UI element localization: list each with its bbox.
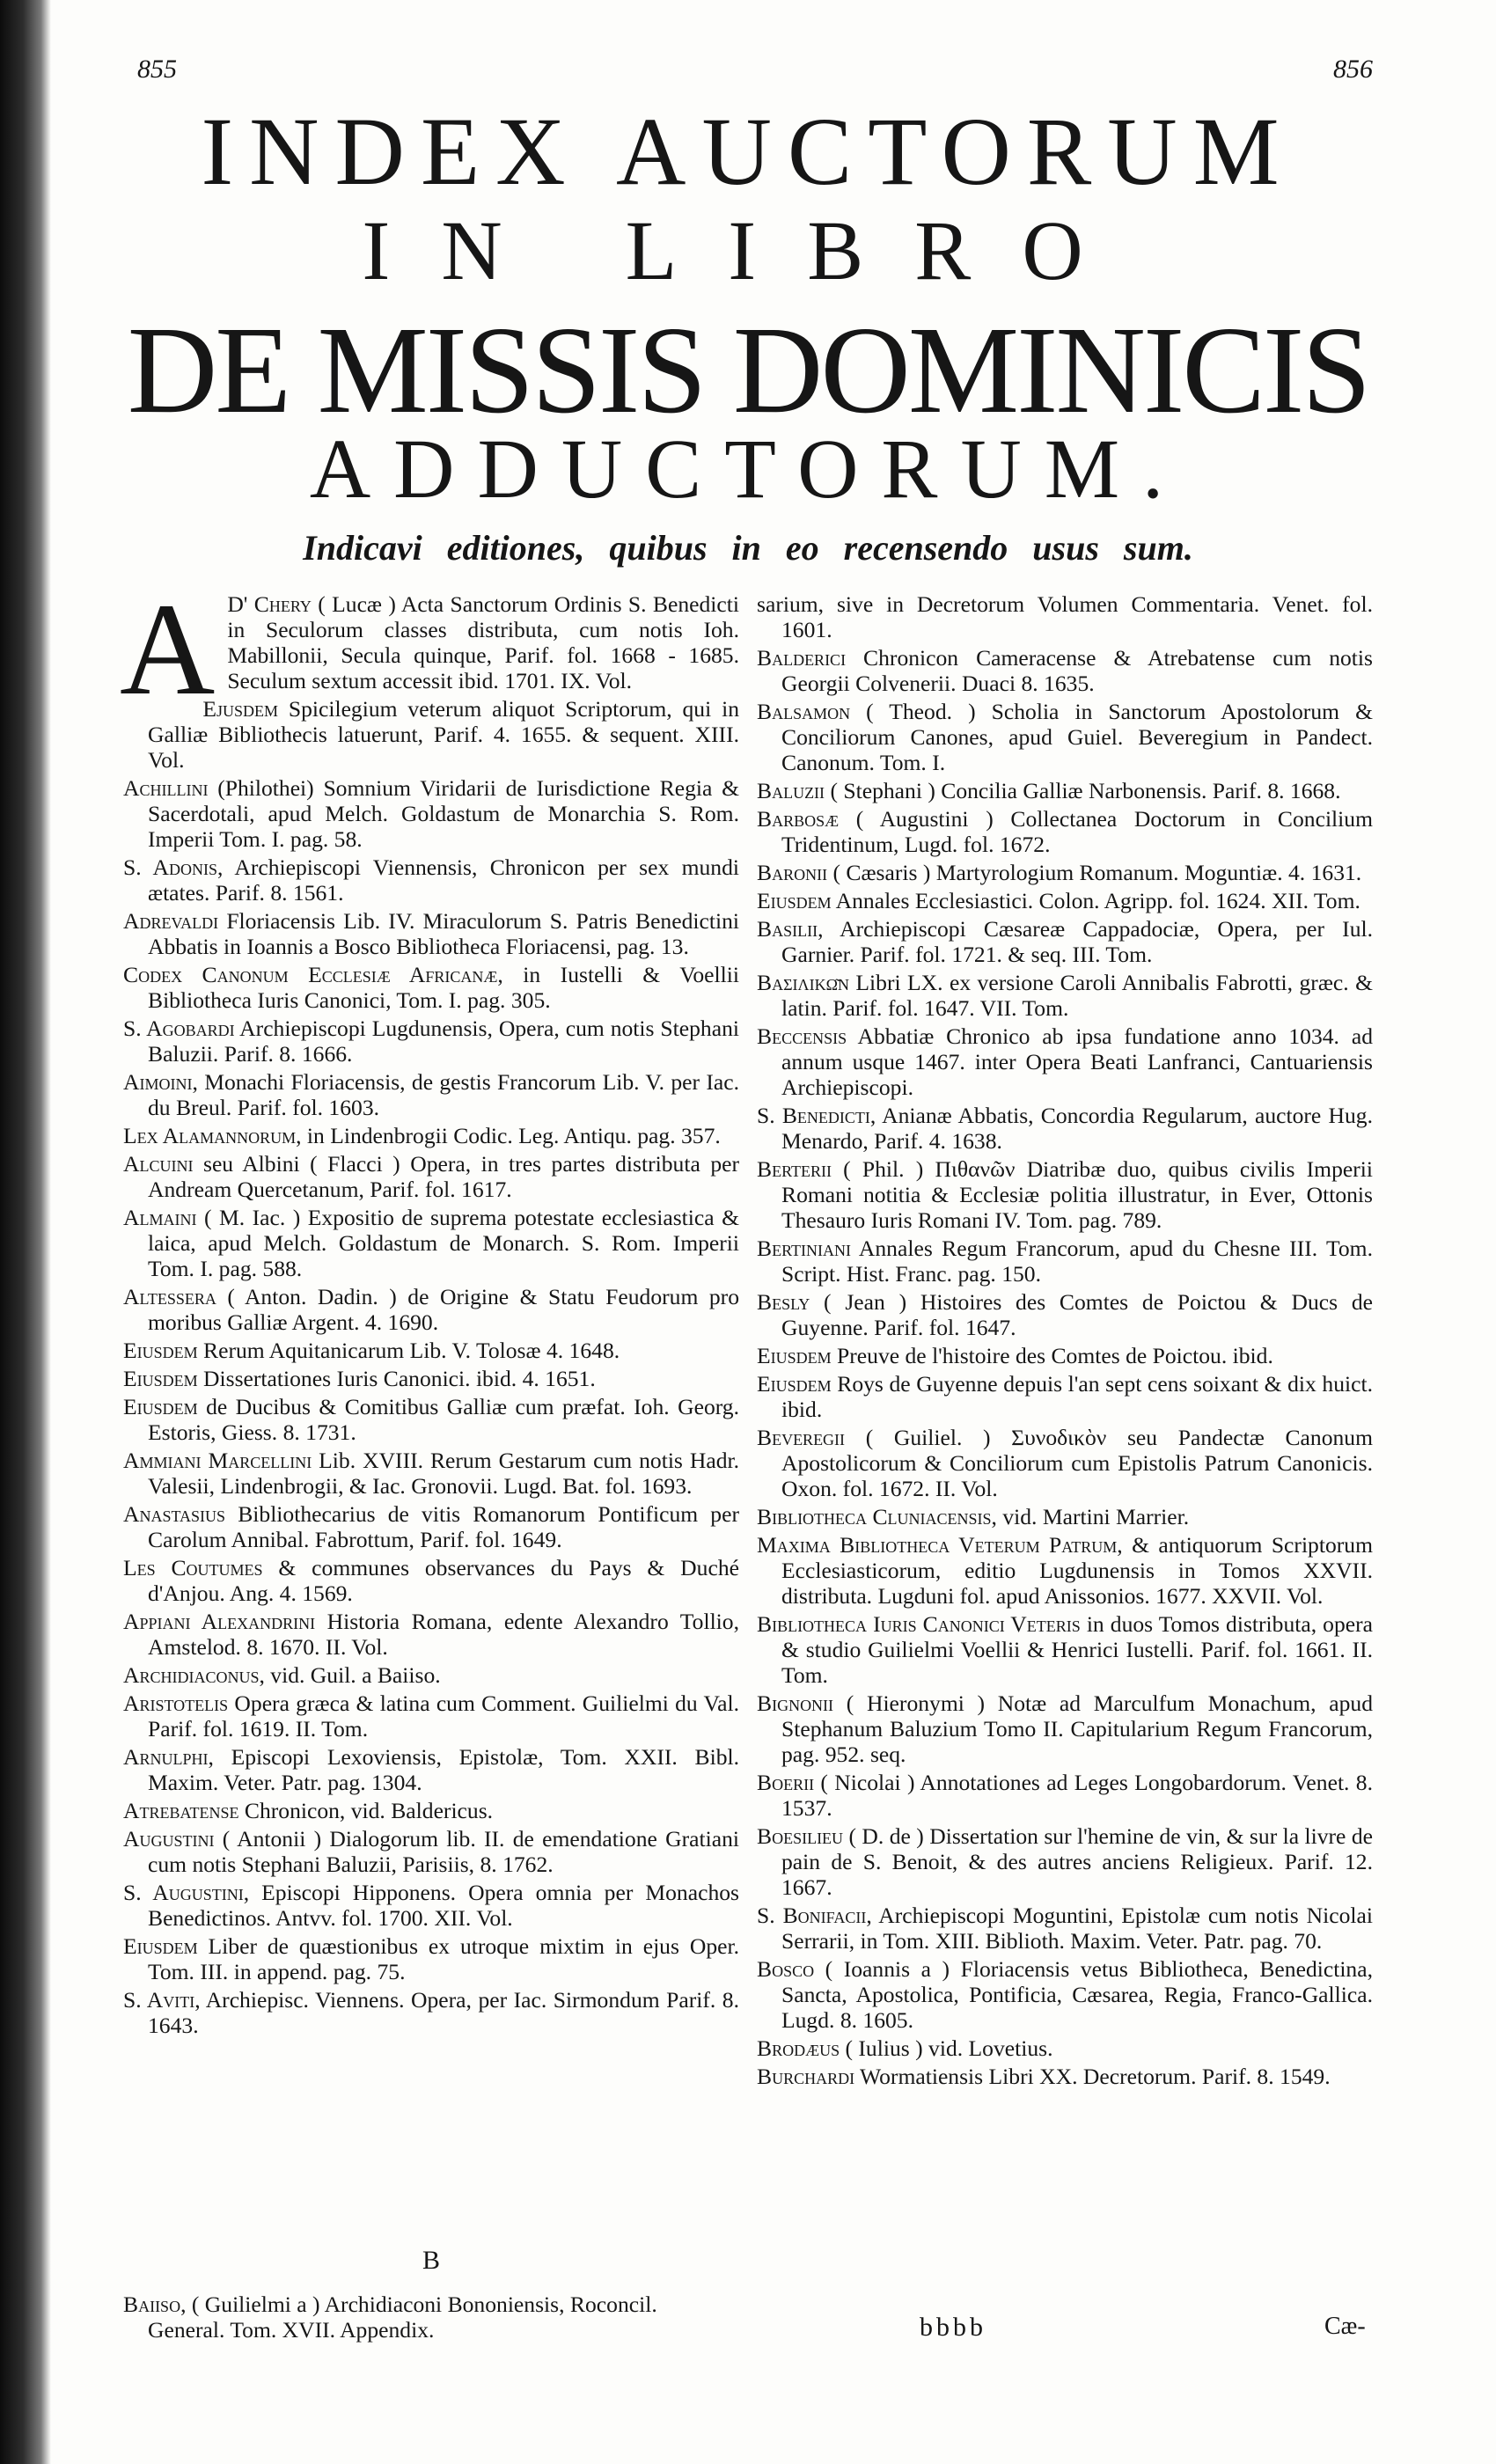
entry-head: Bosco [757, 1956, 815, 1982]
entry-head: Eiusdem [757, 1343, 832, 1368]
index-entry [123, 1069, 739, 1120]
entry-text: Liber de quæstionibus ex utroque mixtim in ejus Oper. Tom. III. in append. pag. 75. [148, 1933, 739, 1984]
page-number-left: 855 [137, 55, 177, 84]
entry-text: sarium, sive in Decretorum Volumen Commentaria. Venet. fol. 1601. [757, 591, 1373, 642]
entry-head: S. Benedicti [757, 1103, 870, 1128]
entry-text: Floriacensis Lib. IV. Miraculorum S. Patris Benedictini Abbatis in Ioannis a Bosco Bibliotheca Floriacensi, pag. 13. [148, 908, 739, 959]
entry-text: Rerum Aquitanicarum Lib. V. Tolosæ 4. 1648. [197, 1338, 620, 1363]
index-entry [123, 775, 739, 852]
entry-head: Βασιλικῶν [757, 970, 849, 995]
entry-text: Lib. XVIII. Rerum Gestarum cum notis Hadr. Valesii, Lindenbrogii, & Iac. Gronovii. Lugd. Bat. fol. 1693. [148, 1448, 740, 1499]
entry-head: Balderici [757, 645, 847, 671]
index-entry [123, 1205, 739, 1281]
index-entry [123, 1987, 739, 2038]
entry-text: , Episcopi Hipponens. Opera omnia per Monachos Benedictinos. Antvv. fol. 1700. XII. Vol. [148, 1880, 739, 1931]
entry-head: S. Bonifacii [757, 1903, 867, 1928]
entry-text: Historia Romana, edente Alexandro Tollio, Amstelod. 8. 1670. II. Vol. [148, 1609, 739, 1660]
index-entry [757, 1770, 1373, 1821]
entry-head: Burchardi [757, 2064, 855, 2089]
index-entry-bottom [123, 2292, 739, 2343]
entry-text: , ( Guilielmi a ) Archidiaconi Bononiensis, Roconcil. General. Tom. XVII. Appendix. [148, 2292, 657, 2343]
entry-head: Maxima Bibliotheca Veterum Patrum [757, 1532, 1118, 1558]
entry-head: S. Aviti [123, 1987, 195, 2013]
entry-head: Beccensis [757, 1023, 847, 1049]
entry-text: Bibliothecarius de vitis Romanorum Pontificum per Carolum Annibal. Fabrottum, Parif. fol. 1649. [148, 1501, 739, 1552]
index-entry [757, 1425, 1373, 1501]
entry-text: Spicilegium veterum aliquot Scriptorum, qui in Galliæ Bibliothecis latuerunt, Parif. 4. 1655. & sequent. XIII. Vol. [148, 696, 739, 773]
index-column-left [120, 576, 740, 2041]
index-entry [757, 970, 1373, 1021]
entry-text: ( Augustini ) Collectanea Doctorum in Concilium Tridentinum, Lugd. fol. 1672. [781, 806, 1373, 857]
entry-text: Annales Ecclesiastici. Colon. Agripp. fol. 1624. XII. Tom. [831, 888, 1360, 913]
index-entry [757, 1023, 1373, 1100]
entry-text: Roys de Guyenne depuis l'an sept cens soixant & dix huict. ibid. [781, 1371, 1373, 1422]
entry-head: Atrebatense [123, 1798, 239, 1823]
entry-head: Archidiaconus [123, 1662, 260, 1688]
entry-text: ( D. de ) Dissertation sur l'hemine de vin, & sur la livre de pain de S. Benoit, & des autres anciens Religieux. Parif. 12. 1667. [781, 1823, 1373, 1900]
index-entry [757, 1956, 1373, 2033]
index-entry [123, 1151, 739, 1202]
entry-text: Annales Regum Francorum, apud du Chesne III. Tom. Script. Hist. Franc. pag. 150. [781, 1236, 1373, 1287]
entry-text: ( Guiliel. ) Συνοδικὸν seu Pandectæ Canonum Apostolicorum & Conciliorum cum Epistolis Patrum Canonicis. Oxon. fol. 1672. II. Vol. [781, 1425, 1373, 1501]
page-number-right: 856 [1333, 55, 1373, 84]
signature-mark: bbbb [920, 2313, 986, 2342]
index-entry [123, 1555, 739, 1606]
entry-text: Libri LX. ex versione Caroli Annibalis Fabrotti, græc. & latin. Parif. fol. 1647. VII. Tom. [781, 970, 1373, 1021]
index-entry [757, 1371, 1373, 1422]
entry-head: Les Coutumes [123, 1555, 263, 1580]
entry-text: , Anianæ Abbatis, Concordia Regularum, auctore Hug. Menardo, Parif. 4. 1638. [781, 1103, 1373, 1154]
entry-text: ( Hieronymi ) Notæ ad Marculfum Monachum, apud Stephanum Baluzium Tomo II. Capitularium Regum Francorum, pag. 952. seq. [781, 1690, 1373, 1767]
index-entry [123, 908, 739, 959]
entry-head: S. Adonis [123, 854, 218, 880]
index-entry [757, 1823, 1373, 1900]
entry-head: Aimoini [123, 1069, 193, 1095]
index-entry [123, 962, 739, 1013]
index-entry [123, 1338, 739, 1363]
index-entry [757, 888, 1373, 913]
title-line-2: IN LIBRO [362, 203, 1134, 297]
entry-text: ( M. Iac. ) Expositio de suprema potestate ecclesiastica & laica, apud Melch. Goldastum de Monarch. S. Rom. Imperii Tom. I. pag. 588. [148, 1205, 739, 1281]
index-entry [757, 1343, 1373, 1368]
entry-text: seu Albini ( Flacci ) Opera, in tres partes distributa per Andream Quercetanum, Parif. fol. 1617. [148, 1151, 739, 1202]
entry-text: de Ducibus & Comitibus Galliæ cum præfat. Ioh. Georg. Estoris, Giess. 8. 1731. [148, 1394, 739, 1445]
entry-head: Eiusdem [123, 1933, 198, 1959]
index-entry [757, 1903, 1373, 1954]
entry-text: (Philothei) Somnium Viridarii de Iurisdictione Regia & Sacerdotali, apud Melch. Goldastum de Monarchia S. Rom. Imperii Tom. I. pag. 58. [148, 775, 739, 852]
entry-head: Balsamon [757, 699, 851, 724]
entry-head: Ammiani Marcellini [123, 1448, 312, 1473]
entry-head: Brodæus [757, 2035, 840, 2061]
catchword: Cæ- [1324, 2313, 1366, 2340]
index-entry [123, 1826, 739, 1877]
entry-text: , Archiepisc. Viennens. Opera, per Iac. Sirmondum Parif. 8. 1643. [148, 1987, 740, 2038]
entry-text: ( Lucæ ) Acta Sanctorum Ordinis S. Benedicti in Seculorum classes distributa, cum notis Ioh. Mabillonii, Secula quinque, Parif. fol. 1668 - 1685. Seculum sextum accessit ibid. 1701. IX. Vol. [227, 591, 739, 693]
subtitle: Indicavi editiones, quibus in eo recensendo usus sum. [303, 528, 1193, 568]
entry-text: Archiepiscopi Lugdunensis, Opera, cum notis Stephani Baluzii. Parif. 8. 1666. [148, 1016, 739, 1067]
index-entry [123, 1394, 739, 1445]
entry-text: ( Cæsaris ) Martyrologium Romanum. Moguntiæ. 4. 1631. [827, 860, 1362, 885]
entry-text: Opera græca & latina cum Comment. Guilielmi du Val. Parif. fol. 1619. II. Tom. [148, 1690, 739, 1742]
index-entry [757, 916, 1373, 967]
index-entry [757, 2035, 1373, 2061]
entry-head: Lex Alamannorum [123, 1123, 297, 1148]
entry-head: Adrevaldi [123, 908, 219, 934]
entry-head: Eiusdem [757, 1371, 832, 1397]
index-entry [123, 1609, 739, 1660]
title-line-4: ADDUCTORUM. [309, 422, 1187, 516]
entry-head: Berterii [757, 1156, 832, 1182]
entry-text: , vid. Guil. a Baiiso. [259, 1662, 441, 1688]
entry-text: , Archiepiscopi Moguntini, Epistolæ cum notis Nicolai Serrarii, in Tom. XIII. Biblioth. Maxim. Veter. Patr. pag. 70. [781, 1903, 1373, 1954]
index-entry [757, 645, 1373, 696]
index-entry [123, 1501, 739, 1552]
entry-head: Bignonii [757, 1690, 834, 1716]
entry-head: Basilii [757, 916, 818, 942]
entry-text: ( Phil. ) Πιθανῶν Diatribæ duo, quibus civilis Imperii Romani notitia & Ecclesiæ politia illustratur, in Ever, Ottonis Thesauro Iuris Romani IV. Tom. pag. 789. [781, 1156, 1373, 1233]
index-entry [123, 1690, 739, 1742]
entry-text: Dissertationes Iuris Canonici. ibid. 4. 1651. [197, 1366, 596, 1391]
index-entry [123, 696, 739, 773]
entry-head: Codex Canonum Ecclesiæ Africanæ [123, 962, 498, 987]
entry-text: ( Ioannis a ) Floriacensis vetus Bibliotheca, Benedictina, Sancta, Apostolica, Pontificia, Cæsarea, Regia, Franco-Gallica. Lugd. 8. 1605. [781, 1956, 1373, 2033]
index-entry [757, 591, 1373, 642]
entry-text: ( Theod. ) Scholia in Sanctorum Apostolorum & Conciliorum Canones, apud Guiel. Beveregium in Pandect. Canonum. Tom. I. [781, 699, 1373, 775]
index-entry [757, 778, 1373, 803]
index-entry [757, 1532, 1373, 1609]
index-entry [123, 1016, 739, 1067]
index-entry [123, 1366, 739, 1391]
entry-head: Ejusdem [202, 696, 278, 722]
entry-head: Bibliotheca Iuris Canonici Veteris [757, 1611, 1081, 1637]
entry-head: Bertiniani [757, 1236, 851, 1261]
index-entry [123, 1448, 739, 1499]
entry-head: Baiiso [123, 2292, 181, 2317]
index-entry [757, 1156, 1373, 1233]
entry-text: , vid. Martini Marrier. [991, 1504, 1190, 1529]
entry-head: Almaini [123, 1205, 197, 1230]
index-entry [123, 1123, 739, 1148]
title-line-3: DE MISSIS DOMINICIS [127, 300, 1369, 439]
index-entry [757, 1504, 1373, 1529]
entry-head: Eiusdem [123, 1394, 198, 1419]
entry-head: Alcuini [123, 1151, 194, 1177]
entry-head: Boerii [757, 1770, 815, 1795]
entry-text: in duos Tomos distributa, opera & studio Guilielmi Voellii & Henrici Iustelli. Parif. fol. 1661. II. Tom. [781, 1611, 1373, 1688]
index-entry [757, 1236, 1373, 1287]
entry-head: Aristotelis [123, 1690, 229, 1716]
entry-head: Altessera [123, 1284, 216, 1309]
entry-text: Wormatiensis Libri XX. Decretorum. Parif. 8. 1549. [854, 2064, 1331, 2089]
entry-text: Chronicon, vid. Baldericus. [238, 1798, 494, 1823]
index-entry [757, 860, 1373, 885]
index-entry [757, 699, 1373, 775]
index-entry [123, 1284, 739, 1335]
section-letter: B [422, 2246, 440, 2275]
entry-head: D' Chery [227, 591, 312, 617]
entry-head: Eiusdem [757, 888, 832, 913]
entry-head: Beveregii [757, 1425, 846, 1450]
index-entry [757, 1103, 1373, 1154]
index-entry [123, 854, 739, 906]
entry-text: & communes observances du Pays & Duché d'Anjou. Ang. 4. 1569. [148, 1555, 739, 1606]
entry-head: Besly [757, 1289, 810, 1315]
entry-text: , Archiepiscopi Viennensis, Chronicon per sex mundi ætates. Parif. 8. 1561. [148, 854, 739, 906]
entry-head: Augustini [123, 1826, 215, 1852]
index-entry [123, 1744, 739, 1795]
entry-text: ( Nicolai ) Annotationes ad Leges Longobardorum. Venet. 8. 1537. [781, 1770, 1373, 1821]
entry-text: Preuve de l'histoire des Comtes de Poictou. ibid. [831, 1343, 1273, 1368]
entry-text: ( Stephani ) Concilia Galliæ Narbonensis. Parif. 8. 1668. [825, 778, 1341, 803]
entry-text: , Archiepiscopi Cæsareæ Cappadociæ, Opera, per Iul. Garnier. Parif. fol. 1721. & seq. III. Tom. [781, 916, 1373, 967]
entry-head: Arnulphi [123, 1744, 209, 1770]
entry-head: S. Augustini [123, 1880, 244, 1905]
entry-head: Eiusdem [123, 1338, 198, 1363]
entry-text: ( Jean ) Histoires des Comtes de Poictou & Ducs de Guyenne. Parif. fol. 1647. [781, 1289, 1373, 1340]
index-entry [123, 1662, 739, 1688]
entry-head: Baluzii [757, 778, 825, 803]
entry-text: Chronicon Cameracense & Atrebatense cum notis Georgii Colvenerii. Duaci 8. 1635. [781, 645, 1373, 696]
binding-gutter [0, 0, 51, 2464]
index-entry [757, 1611, 1373, 1688]
entry-head: Boesilieu [757, 1823, 844, 1849]
entry-head: Achillini [123, 775, 209, 801]
entry-text: ( Antonii ) Dialogorum lib. II. de emendatione Gratiani cum notis Stephani Baluzii, Parisiis, 8. 1762. [148, 1826, 739, 1877]
book-page [120, 0, 1373, 2464]
entry-text: , Monachi Floriacensis, de gestis Francorum Lib. V. per Iac. du Breul. Parif. fol. 1603. [148, 1069, 739, 1120]
entry-text: ( Anton. Dadin. ) de Origine & Statu Feudorum pro moribus Galliæ Argent. 4. 1690. [148, 1284, 739, 1335]
index-column-right [757, 591, 1373, 2092]
entry-text: ( Iulius ) vid. Lovetius. [840, 2035, 1053, 2061]
entry-head: Anastasius [123, 1501, 226, 1527]
title-line-1: INDEX AUCTORUM [201, 98, 1295, 205]
entry-text: Abbatiæ Chronico ab ipsa fundatione anno 1034. ad annum usque 1467. inter Opera Beati Lanfranci, Cantuariensis Archiepiscopi. [781, 1023, 1373, 1100]
entry-head: Bibliotheca Cluniacensis [757, 1504, 992, 1529]
entry-text: , in Lindenbrogii Codic. Leg. Antiqu. pag. 357. [296, 1123, 721, 1148]
index-entry [757, 2064, 1373, 2089]
entry-text: , in Iustelli & Voellii Bibliotheca Iuris Canonici, Tom. I. pag. 305. [148, 962, 739, 1013]
index-entry [757, 806, 1373, 857]
entry-head: Eiusdem [123, 1366, 198, 1391]
index-entry [757, 1289, 1373, 1340]
entry-text: , Episcopi Lexoviensis, Epistolæ, Tom. XXII. Bibl. Maxim. Veter. Patr. pag. 1304. [148, 1744, 739, 1795]
entry-head: Baronii [757, 860, 828, 885]
index-entry [123, 1880, 739, 1931]
entry-head: S. Agobardi [123, 1016, 235, 1041]
entry-head: Appiani Alexandrini [123, 1609, 316, 1634]
entry-text: , & antiquorum Scriptorum Ecclesiasticorum, editio Lugdunensis in Tomos XXVII. distributa. Lugduni fol. apud Anissonios. 1677. XXVII. Vol. [781, 1532, 1373, 1609]
index-entry [123, 1798, 739, 1823]
index-entry [757, 1690, 1373, 1767]
entry-head: Barbosæ [757, 806, 840, 832]
index-entry [123, 1933, 739, 1984]
drop-capital: A [120, 576, 216, 722]
